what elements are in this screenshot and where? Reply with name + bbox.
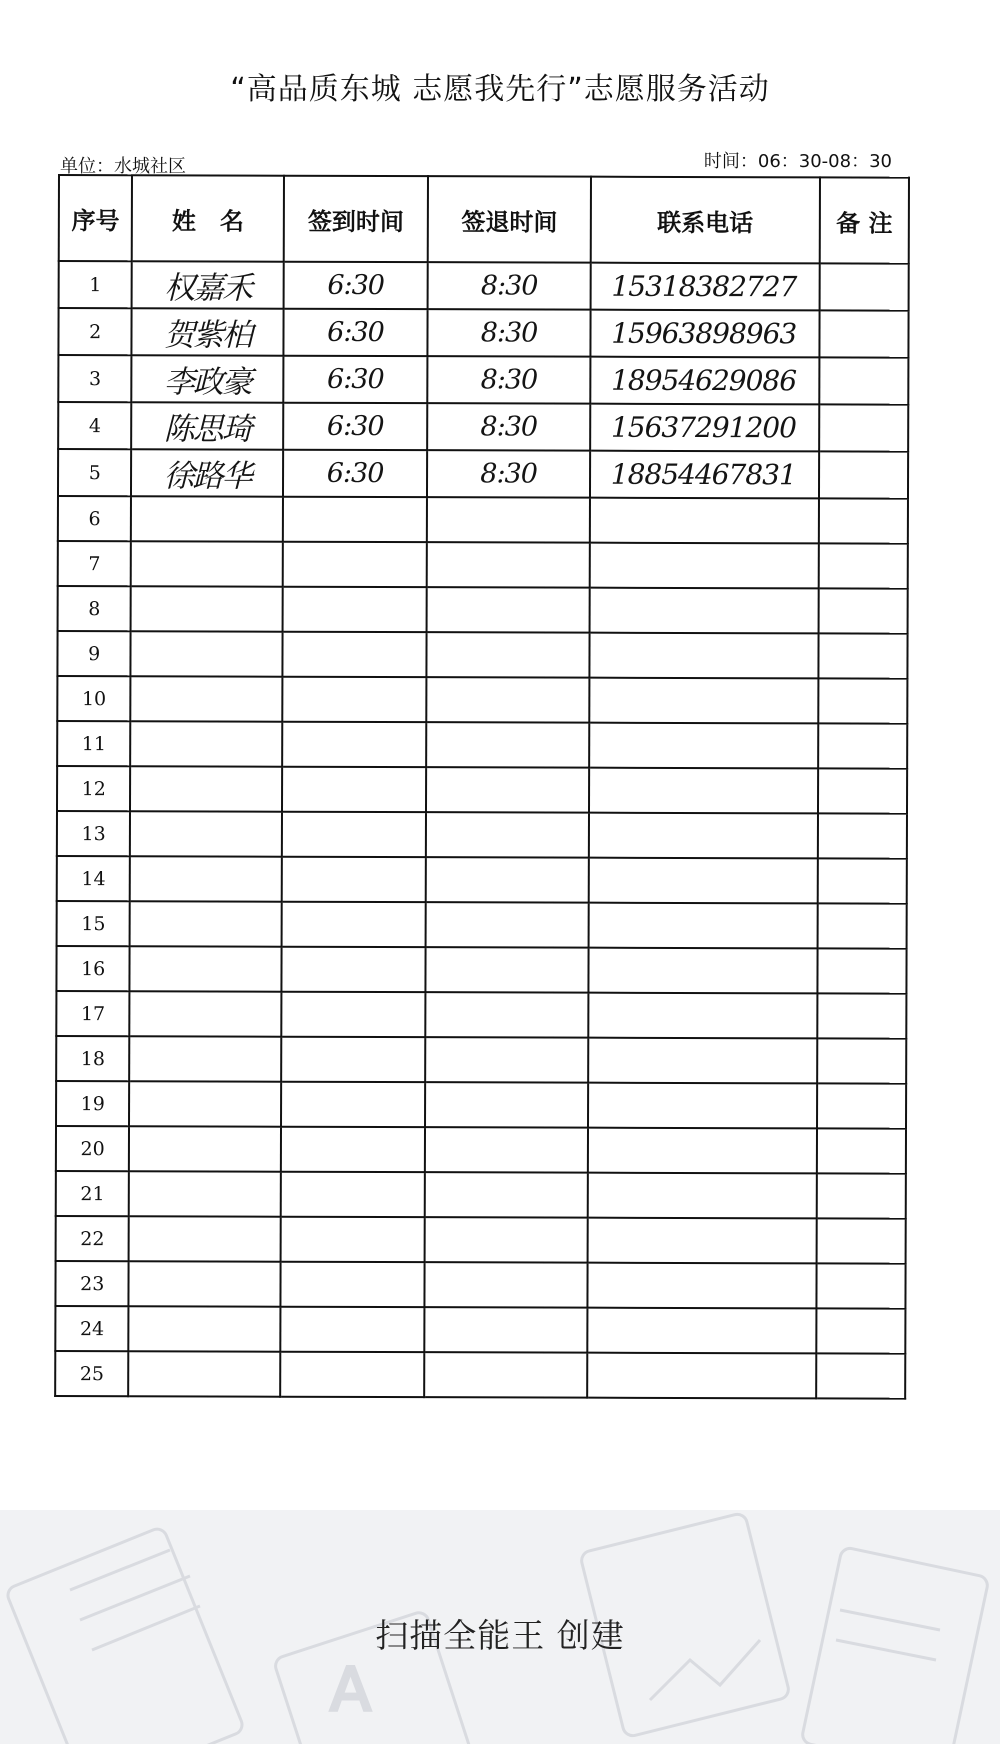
checkin-time-cell: 6:30: [283, 403, 428, 450]
table-row: [58, 541, 908, 589]
notes-cell: [817, 1128, 906, 1173]
phone-cell: [587, 1308, 816, 1354]
checkout-time-cell: [425, 1352, 588, 1398]
name-cell: 徐路华: [131, 449, 282, 496]
checkin-time-cell: [281, 1127, 426, 1172]
name-cell: [130, 946, 281, 991]
serial-number-cell: 6: [58, 496, 132, 541]
serial-number-cell: 16: [56, 946, 130, 991]
table-row: [56, 946, 906, 994]
phone-cell: [588, 1128, 817, 1174]
checkin-time-cell: 6:30: [283, 356, 428, 403]
phone-cell: [589, 678, 818, 724]
header-phone: 联系电话: [590, 177, 819, 264]
checkout-time-cell: [425, 1307, 588, 1353]
serial-number-cell: 20: [56, 1126, 130, 1171]
name-cell: [129, 1126, 280, 1171]
table-row: [56, 1036, 906, 1084]
checkout-time-cell: [427, 632, 590, 678]
checkin-time-cell: [280, 1262, 425, 1307]
name-cell: [129, 1261, 280, 1306]
table-row: [58, 355, 908, 405]
header-notes: 备 注: [820, 177, 909, 263]
table-row: [55, 1306, 905, 1354]
checkin-time-cell: [282, 812, 427, 857]
name-cell: [131, 631, 282, 676]
checkin-time-cell: [282, 677, 427, 722]
name-cell: [129, 1306, 280, 1351]
header-row: [59, 175, 909, 264]
serial-number-cell: 23: [55, 1261, 129, 1306]
phone-cell: [589, 768, 818, 814]
checkout-time-cell: [426, 992, 589, 1038]
phone-cell: [590, 498, 819, 544]
phone-cell: [589, 633, 818, 679]
notes-cell: [820, 263, 909, 310]
serial-number-cell: 21: [56, 1171, 130, 1216]
phone-cell: [587, 1173, 816, 1219]
name-cell: [131, 496, 282, 541]
name-cell: [129, 1171, 280, 1216]
table-row: [55, 1351, 905, 1399]
notes-cell: [818, 768, 907, 813]
phone-cell: [588, 1083, 817, 1129]
phone-cell: [588, 903, 817, 949]
name-cell: [130, 766, 281, 811]
unit-label: 单位：水城社区: [60, 156, 186, 177]
name-cell: [129, 1351, 280, 1396]
phone-cell: [588, 993, 817, 1039]
serial-number-cell: 11: [57, 721, 131, 766]
name-cell: 陈思琦: [132, 402, 283, 449]
table-row: [56, 1171, 906, 1219]
phone-cell: 15318382727: [590, 263, 819, 311]
phone-cell: [589, 588, 818, 634]
name-cell: 李政豪: [132, 355, 283, 402]
checkin-time-cell: [282, 542, 427, 587]
notes-cell: [819, 588, 908, 633]
serial-number-cell: 2: [58, 308, 132, 355]
table-row: [57, 766, 907, 814]
table-row: [57, 901, 907, 949]
phone-cell: [587, 1218, 816, 1264]
notes-cell: [819, 404, 908, 451]
table-row: [56, 991, 906, 1039]
checkout-time-cell: 8:30: [428, 262, 591, 310]
checkout-time-cell: [427, 497, 590, 543]
checkin-time-cell: [282, 722, 427, 767]
checkin-time-cell: [280, 1307, 425, 1352]
phone-cell: [589, 723, 818, 769]
header-checkin-time: 签到时间: [283, 176, 428, 262]
phone-cell: [589, 543, 818, 589]
notes-cell: [817, 948, 906, 993]
checkin-time-cell: [282, 632, 427, 677]
serial-number-cell: 5: [58, 449, 132, 496]
table-row: [57, 676, 907, 724]
table-row: [59, 261, 909, 311]
name-cell: [131, 586, 282, 631]
checkin-time-cell: [281, 902, 426, 947]
checkin-time-cell: [282, 767, 427, 812]
serial-number-cell: 9: [57, 631, 131, 676]
checkout-time-cell: [426, 947, 589, 993]
checkout-time-cell: [425, 1262, 588, 1308]
table-row: [58, 308, 908, 358]
table-row: [58, 496, 908, 544]
checkin-time-cell: [280, 1352, 425, 1397]
notes-cell: [819, 451, 908, 498]
table-row: [58, 586, 908, 634]
header-name: 姓 名: [132, 175, 284, 261]
serial-number-cell: 13: [57, 811, 131, 856]
notes-cell: [817, 1038, 906, 1083]
checkin-time-cell: [280, 1172, 425, 1217]
notes-cell: [819, 357, 908, 404]
volunteer-signin-table-wrapper: [54, 174, 910, 1400]
checkout-time-cell: 8:30: [428, 309, 591, 357]
checkout-time-cell: [426, 902, 589, 948]
phone-cell: 15963898963: [590, 310, 819, 358]
checkin-time-cell: 6:30: [283, 262, 428, 309]
serial-number-cell: 7: [58, 541, 132, 586]
checkin-time-cell: [281, 1037, 426, 1082]
scanner-watermark-footer: [0, 1510, 1000, 1744]
table-row: [58, 449, 908, 499]
checkout-time-cell: 8:30: [427, 403, 590, 451]
checkin-time-cell: [281, 947, 426, 992]
checkout-time-cell: 8:30: [427, 450, 590, 498]
serial-number-cell: 17: [56, 991, 130, 1036]
table-body: [55, 261, 909, 1399]
name-cell: [130, 1036, 281, 1081]
checkout-time-cell: [427, 542, 590, 588]
name-cell: [129, 1081, 280, 1126]
notes-cell: [819, 310, 908, 357]
table-row: [56, 1216, 906, 1264]
checkout-time-cell: [425, 1217, 588, 1263]
name-cell: [130, 901, 281, 946]
checkin-time-cell: [283, 497, 428, 542]
phone-cell: 15637291200: [590, 404, 819, 452]
notes-cell: [818, 678, 907, 723]
checkout-time-cell: [426, 857, 589, 903]
serial-number-cell: 4: [58, 402, 132, 449]
phone-cell: [588, 948, 817, 994]
checkout-time-cell: [425, 1082, 588, 1128]
checkout-time-cell: [426, 812, 589, 858]
phone-cell: 18954629086: [590, 357, 819, 405]
document-title: “高品质东城 志愿我先行”志愿服务活动: [230, 72, 770, 107]
name-cell: [131, 541, 282, 586]
phone-cell: [587, 1353, 816, 1399]
notes-cell: [819, 543, 908, 588]
name-cell: [131, 721, 282, 766]
table-row: [57, 811, 907, 859]
phone-cell: [589, 813, 818, 859]
checkin-time-cell: [281, 857, 426, 902]
name-cell: [130, 811, 281, 856]
name-cell: [130, 856, 281, 901]
notes-cell: [818, 723, 907, 768]
table-row: [56, 1081, 906, 1129]
name-cell: 权嘉禾: [132, 261, 283, 308]
phone-cell: 18854467831: [590, 451, 819, 499]
table-row: [57, 631, 907, 679]
notes-cell: [819, 498, 908, 543]
notes-cell: [817, 1218, 906, 1263]
serial-number-cell: 22: [56, 1216, 130, 1261]
notes-cell: [816, 1308, 905, 1353]
serial-number-cell: 3: [58, 355, 132, 402]
name-cell: [130, 991, 281, 1036]
checkout-time-cell: [427, 677, 590, 723]
notes-cell: [818, 903, 907, 948]
checkout-time-cell: [426, 767, 589, 813]
table-header: [59, 175, 909, 264]
serial-number-cell: 1: [59, 261, 133, 308]
checkin-time-cell: [281, 992, 426, 1037]
checkout-time-cell: [425, 1172, 588, 1218]
checkin-time-cell: [280, 1217, 425, 1262]
checkin-time-cell: [281, 1082, 426, 1127]
scanner-watermark-text: 扫描全能王 创建: [375, 1616, 625, 1655]
checkin-time-cell: [282, 587, 427, 632]
checkout-time-cell: [426, 722, 589, 768]
checkin-time-cell: 6:30: [283, 450, 428, 497]
checkout-time-cell: [427, 587, 590, 633]
serial-number-cell: 24: [55, 1306, 129, 1351]
phone-cell: [588, 858, 817, 904]
name-cell: [129, 1216, 280, 1261]
serial-number-cell: 10: [57, 676, 131, 721]
checkin-time-cell: 6:30: [283, 309, 428, 356]
serial-number-cell: 12: [57, 766, 131, 811]
table-row: [58, 402, 908, 452]
table-row: [55, 1261, 905, 1309]
serial-number-cell: 15: [57, 901, 131, 946]
volunteer-signin-table: [54, 174, 910, 1400]
serial-number-cell: 18: [56, 1036, 130, 1081]
checkout-time-cell: [425, 1037, 588, 1083]
pattern-letter-a: A: [330, 1655, 372, 1725]
serial-number-cell: 8: [58, 586, 132, 631]
header-checkout-time: 签退时间: [428, 176, 591, 263]
phone-cell: [587, 1263, 816, 1309]
serial-number-cell: 25: [55, 1351, 129, 1396]
notes-cell: [818, 633, 907, 678]
activity-time-label: 时间：06：30-08：30: [703, 151, 892, 172]
name-cell: 贺紫柏: [132, 308, 283, 355]
name-cell: [131, 676, 282, 721]
phone-cell: [588, 1038, 817, 1084]
header-serial-number: 序号: [59, 175, 133, 261]
checkout-time-cell: [425, 1127, 588, 1173]
serial-number-cell: 14: [57, 856, 131, 901]
table-row: [57, 721, 907, 769]
table-row: [57, 856, 907, 904]
notes-cell: [817, 1083, 906, 1128]
notes-cell: [816, 1263, 905, 1308]
serial-number-cell: 19: [56, 1081, 130, 1126]
notes-cell: [817, 993, 906, 1038]
table-row: [56, 1126, 906, 1174]
notes-cell: [816, 1353, 905, 1398]
notes-cell: [817, 1173, 906, 1218]
notes-cell: [818, 813, 907, 858]
notes-cell: [818, 858, 907, 903]
checkout-time-cell: 8:30: [428, 356, 591, 404]
